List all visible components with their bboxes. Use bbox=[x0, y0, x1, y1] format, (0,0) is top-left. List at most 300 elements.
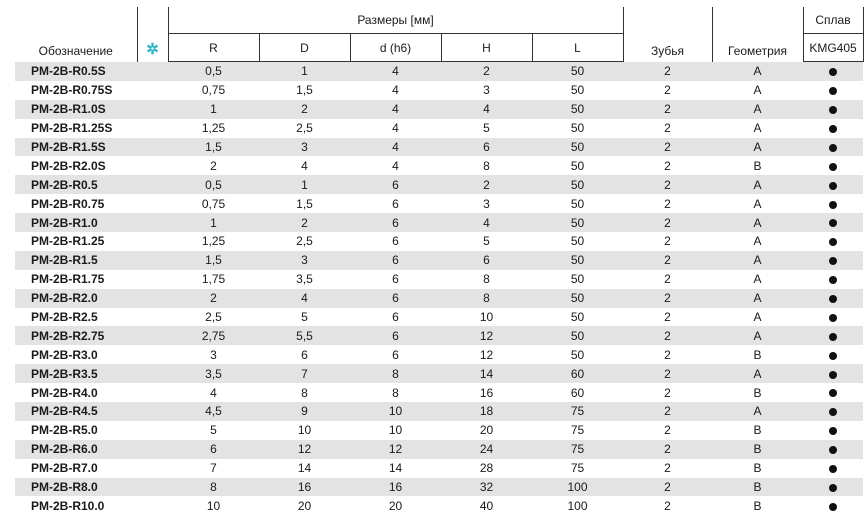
cell-geo: A bbox=[712, 402, 803, 421]
cell-code: PM-2B-R6.0 bbox=[15, 440, 137, 459]
cell-geo: B bbox=[712, 421, 803, 440]
cell-geo: B bbox=[712, 440, 803, 459]
cell-R: 1,25 bbox=[168, 119, 259, 138]
cell-H: 18 bbox=[441, 402, 532, 421]
cell-H: 16 bbox=[441, 383, 532, 402]
cell-L: 75 bbox=[532, 421, 623, 440]
header-geometry: Геометрия bbox=[712, 7, 803, 62]
header-d-h6: d (h6) bbox=[350, 34, 441, 62]
coolant-cell bbox=[137, 270, 168, 289]
cell-H: 8 bbox=[441, 156, 532, 175]
filled-dot-icon bbox=[829, 314, 837, 322]
coolant-cell bbox=[137, 308, 168, 327]
alloy-availability-cell bbox=[803, 81, 863, 100]
cell-code: PM-2B-R3.5 bbox=[15, 364, 137, 383]
cell-D: 2,5 bbox=[259, 119, 350, 138]
alloy-availability-cell bbox=[803, 421, 863, 440]
cell-code: PM-2B-R0.75S bbox=[15, 81, 137, 100]
coolant-cell bbox=[137, 119, 168, 138]
cell-d: 6 bbox=[350, 270, 441, 289]
coolant-cell bbox=[137, 251, 168, 270]
cell-H: 8 bbox=[441, 270, 532, 289]
filled-dot-icon bbox=[829, 144, 837, 152]
coolant-cell bbox=[137, 383, 168, 402]
cell-D: 20 bbox=[259, 496, 350, 515]
cell-R: 2,75 bbox=[168, 326, 259, 345]
cell-H: 32 bbox=[441, 478, 532, 497]
cell-L: 100 bbox=[532, 496, 623, 515]
cell-geo: A bbox=[712, 194, 803, 213]
table-row bbox=[15, 289, 863, 308]
cell-geo: A bbox=[712, 270, 803, 289]
table-row bbox=[15, 194, 863, 213]
cell-H: 20 bbox=[441, 421, 532, 440]
cell-geo: A bbox=[712, 326, 803, 345]
cell-code: PM-2B-R1.5 bbox=[15, 251, 137, 270]
cell-H: 12 bbox=[441, 345, 532, 364]
cell-z: 2 bbox=[623, 402, 712, 421]
cell-R: 0,5 bbox=[168, 62, 259, 81]
coolant-cell bbox=[137, 345, 168, 364]
cell-code: PM-2B-R1.5S bbox=[15, 138, 137, 157]
cell-H: 3 bbox=[441, 81, 532, 100]
cell-R: 2,5 bbox=[168, 308, 259, 327]
cell-d: 6 bbox=[350, 194, 441, 213]
table-row bbox=[15, 270, 863, 289]
cell-d: 4 bbox=[350, 156, 441, 175]
cell-H: 2 bbox=[441, 175, 532, 194]
cell-d: 8 bbox=[350, 364, 441, 383]
cell-code: PM-2B-R2.5 bbox=[15, 308, 137, 327]
filled-dot-icon bbox=[829, 408, 837, 416]
cell-geo: A bbox=[712, 119, 803, 138]
coolant-cell bbox=[137, 364, 168, 383]
cell-d: 14 bbox=[350, 459, 441, 478]
cell-D: 1,5 bbox=[259, 81, 350, 100]
cell-geo: B bbox=[712, 459, 803, 478]
coolant-cell bbox=[137, 194, 168, 213]
cell-geo: A bbox=[712, 232, 803, 251]
alloy-availability-cell bbox=[803, 459, 863, 478]
alloy-availability-cell bbox=[803, 478, 863, 497]
table-row bbox=[15, 383, 863, 402]
cell-geo: B bbox=[712, 478, 803, 497]
coolant-cell bbox=[137, 175, 168, 194]
cell-L: 50 bbox=[532, 326, 623, 345]
cell-z: 2 bbox=[623, 81, 712, 100]
cell-code: PM-2B-R1.25S bbox=[15, 119, 137, 138]
cell-L: 50 bbox=[532, 81, 623, 100]
cell-code: PM-2B-R4.0 bbox=[15, 383, 137, 402]
cell-z: 2 bbox=[623, 478, 712, 497]
cell-D: 10 bbox=[259, 421, 350, 440]
cell-geo: B bbox=[712, 156, 803, 175]
cell-H: 4 bbox=[441, 100, 532, 119]
alloy-availability-cell bbox=[803, 270, 863, 289]
cell-d: 4 bbox=[350, 81, 441, 100]
cell-z: 2 bbox=[623, 326, 712, 345]
filled-dot-icon bbox=[829, 106, 837, 114]
cell-geo: B bbox=[712, 345, 803, 364]
header-alloy: Сплав bbox=[803, 7, 863, 34]
cell-R: 8 bbox=[168, 478, 259, 497]
alloy-availability-cell bbox=[803, 251, 863, 270]
cell-code: PM-2B-R0.5 bbox=[15, 175, 137, 194]
header-L: L bbox=[532, 34, 623, 62]
cell-z: 2 bbox=[623, 364, 712, 383]
cell-R: 0,75 bbox=[168, 194, 259, 213]
filled-dot-icon bbox=[829, 125, 837, 133]
table-row bbox=[15, 326, 863, 345]
cell-R: 1,75 bbox=[168, 270, 259, 289]
alloy-availability-cell bbox=[803, 345, 863, 364]
cell-H: 5 bbox=[441, 119, 532, 138]
cell-d: 4 bbox=[350, 119, 441, 138]
cell-L: 50 bbox=[532, 156, 623, 175]
cell-H: 14 bbox=[441, 364, 532, 383]
cell-H: 24 bbox=[441, 440, 532, 459]
filled-dot-icon bbox=[829, 484, 837, 492]
cell-geo: A bbox=[712, 213, 803, 232]
cell-R: 1,25 bbox=[168, 232, 259, 251]
table-row bbox=[15, 81, 863, 100]
alloy-availability-cell bbox=[803, 364, 863, 383]
table-row bbox=[15, 62, 863, 81]
table-row bbox=[15, 459, 863, 478]
table-row bbox=[15, 421, 863, 440]
cell-geo: B bbox=[712, 383, 803, 402]
cell-geo: A bbox=[712, 251, 803, 270]
cell-L: 75 bbox=[532, 402, 623, 421]
cell-D: 6 bbox=[259, 345, 350, 364]
cell-geo: A bbox=[712, 364, 803, 383]
cell-H: 3 bbox=[441, 194, 532, 213]
cell-code: PM-2B-R0.75 bbox=[15, 194, 137, 213]
coolant-cell bbox=[137, 100, 168, 119]
cell-code: PM-2B-R10.0 bbox=[15, 496, 137, 515]
cell-L: 50 bbox=[532, 194, 623, 213]
filled-dot-icon bbox=[829, 371, 837, 379]
filled-dot-icon bbox=[829, 163, 837, 171]
coolant-cell bbox=[137, 213, 168, 232]
product-table bbox=[15, 7, 864, 515]
cell-D: 4 bbox=[259, 156, 350, 175]
cell-geo: A bbox=[712, 81, 803, 100]
cell-geo: A bbox=[712, 289, 803, 308]
cell-R: 6 bbox=[168, 440, 259, 459]
cell-D: 1 bbox=[259, 62, 350, 81]
cell-d: 8 bbox=[350, 383, 441, 402]
cell-L: 60 bbox=[532, 383, 623, 402]
cell-geo: A bbox=[712, 100, 803, 119]
cell-z: 2 bbox=[623, 100, 712, 119]
coolant-cell bbox=[137, 478, 168, 497]
filled-dot-icon bbox=[829, 352, 837, 360]
cell-code: PM-2B-R0.5S bbox=[15, 62, 137, 81]
cell-d: 16 bbox=[350, 478, 441, 497]
cell-geo: B bbox=[712, 496, 803, 515]
cell-code: PM-2B-R2.0 bbox=[15, 289, 137, 308]
cell-R: 3 bbox=[168, 345, 259, 364]
cell-H: 4 bbox=[441, 213, 532, 232]
table-row bbox=[15, 119, 863, 138]
coolant-cell bbox=[137, 326, 168, 345]
cell-H: 5 bbox=[441, 232, 532, 251]
filled-dot-icon bbox=[829, 333, 837, 341]
cell-code: PM-2B-R1.25 bbox=[15, 232, 137, 251]
cell-d: 6 bbox=[350, 175, 441, 194]
cell-z: 2 bbox=[623, 213, 712, 232]
alloy-availability-cell bbox=[803, 402, 863, 421]
cell-L: 75 bbox=[532, 459, 623, 478]
cell-z: 2 bbox=[623, 232, 712, 251]
cell-d: 6 bbox=[350, 289, 441, 308]
cell-L: 50 bbox=[532, 175, 623, 194]
cell-H: 2 bbox=[441, 62, 532, 81]
cell-code: PM-2B-R3.0 bbox=[15, 345, 137, 364]
coolant-cell bbox=[137, 402, 168, 421]
cell-code: PM-2B-R1.0 bbox=[15, 213, 137, 232]
cell-z: 2 bbox=[623, 345, 712, 364]
cell-R: 1 bbox=[168, 100, 259, 119]
filled-dot-icon bbox=[829, 276, 837, 284]
cell-D: 8 bbox=[259, 383, 350, 402]
alloy-availability-cell bbox=[803, 232, 863, 251]
cell-D: 4 bbox=[259, 289, 350, 308]
table-row bbox=[15, 364, 863, 383]
table-row bbox=[15, 156, 863, 175]
cell-code: PM-2B-R4.5 bbox=[15, 402, 137, 421]
cell-code: PM-2B-R5.0 bbox=[15, 421, 137, 440]
cell-D: 1,5 bbox=[259, 194, 350, 213]
coolant-cell bbox=[137, 459, 168, 478]
cell-L: 50 bbox=[532, 213, 623, 232]
cell-d: 6 bbox=[350, 251, 441, 270]
table-row bbox=[15, 251, 863, 270]
cell-L: 50 bbox=[532, 62, 623, 81]
cell-L: 50 bbox=[532, 270, 623, 289]
cell-L: 100 bbox=[532, 478, 623, 497]
cell-D: 5,5 bbox=[259, 326, 350, 345]
cell-H: 28 bbox=[441, 459, 532, 478]
cell-d: 10 bbox=[350, 402, 441, 421]
alloy-availability-cell bbox=[803, 308, 863, 327]
filled-dot-icon bbox=[829, 201, 837, 209]
alloy-availability-cell bbox=[803, 383, 863, 402]
cell-z: 2 bbox=[623, 421, 712, 440]
cell-d: 4 bbox=[350, 138, 441, 157]
cell-z: 2 bbox=[623, 459, 712, 478]
cell-L: 50 bbox=[532, 289, 623, 308]
cell-L: 50 bbox=[532, 100, 623, 119]
cell-d: 6 bbox=[350, 326, 441, 345]
alloy-availability-cell bbox=[803, 156, 863, 175]
header-R: R bbox=[168, 34, 259, 62]
cell-z: 2 bbox=[623, 270, 712, 289]
cell-H: 12 bbox=[441, 326, 532, 345]
header-D: D bbox=[259, 34, 350, 62]
filled-dot-icon bbox=[829, 446, 837, 454]
cell-D: 1 bbox=[259, 175, 350, 194]
cell-z: 2 bbox=[623, 289, 712, 308]
alloy-availability-cell bbox=[803, 496, 863, 515]
cell-D: 16 bbox=[259, 478, 350, 497]
cell-code: PM-2B-R1.0S bbox=[15, 100, 137, 119]
cell-z: 2 bbox=[623, 119, 712, 138]
table-row bbox=[15, 440, 863, 459]
cell-R: 2 bbox=[168, 289, 259, 308]
cell-R: 1,5 bbox=[168, 251, 259, 270]
cell-z: 2 bbox=[623, 383, 712, 402]
cell-L: 50 bbox=[532, 232, 623, 251]
table-row bbox=[15, 402, 863, 421]
coolant-cell bbox=[137, 232, 168, 251]
alloy-availability-cell bbox=[803, 175, 863, 194]
table-row bbox=[15, 175, 863, 194]
cell-geo: A bbox=[712, 308, 803, 327]
cell-d: 20 bbox=[350, 496, 441, 515]
cell-D: 3,5 bbox=[259, 270, 350, 289]
cell-z: 2 bbox=[623, 251, 712, 270]
cell-L: 50 bbox=[532, 251, 623, 270]
alloy-availability-cell bbox=[803, 326, 863, 345]
cell-H: 8 bbox=[441, 289, 532, 308]
table-row bbox=[15, 478, 863, 497]
header-alloy-grade: KMG405 bbox=[803, 34, 863, 62]
coolant-cell bbox=[137, 289, 168, 308]
cell-d: 6 bbox=[350, 308, 441, 327]
alloy-availability-cell bbox=[803, 194, 863, 213]
cell-z: 2 bbox=[623, 308, 712, 327]
table-row bbox=[15, 308, 863, 327]
cell-z: 2 bbox=[623, 138, 712, 157]
cell-R: 0,5 bbox=[168, 175, 259, 194]
filled-dot-icon bbox=[829, 238, 837, 246]
header-designation: Обозначение bbox=[15, 7, 137, 62]
header-dimensions: Размеры [мм] bbox=[168, 7, 623, 34]
cell-L: 50 bbox=[532, 119, 623, 138]
table-row bbox=[15, 100, 863, 119]
cell-z: 2 bbox=[623, 440, 712, 459]
cell-D: 2,5 bbox=[259, 232, 350, 251]
cell-z: 2 bbox=[623, 496, 712, 515]
cell-d: 4 bbox=[350, 100, 441, 119]
cell-D: 3 bbox=[259, 138, 350, 157]
cell-code: PM-2B-R2.0S bbox=[15, 156, 137, 175]
table-row bbox=[15, 496, 863, 515]
alloy-availability-cell bbox=[803, 213, 863, 232]
cell-H: 10 bbox=[441, 308, 532, 327]
cell-code: PM-2B-R1.75 bbox=[15, 270, 137, 289]
coolant-cell bbox=[137, 496, 168, 515]
filled-dot-icon bbox=[829, 503, 837, 511]
cell-L: 60 bbox=[532, 364, 623, 383]
table-row bbox=[15, 138, 863, 157]
cell-R: 5 bbox=[168, 421, 259, 440]
cell-z: 2 bbox=[623, 194, 712, 213]
filled-dot-icon bbox=[829, 389, 837, 397]
filled-dot-icon bbox=[829, 427, 837, 435]
cell-geo: A bbox=[712, 138, 803, 157]
coolant-cell bbox=[137, 62, 168, 81]
cell-code: PM-2B-R8.0 bbox=[15, 478, 137, 497]
coolant-cell bbox=[137, 440, 168, 459]
cell-R: 3,5 bbox=[168, 364, 259, 383]
cell-D: 5 bbox=[259, 308, 350, 327]
snowflake-icon: ✲ bbox=[146, 40, 159, 58]
table-row bbox=[15, 213, 863, 232]
table-row bbox=[15, 345, 863, 364]
cell-geo: A bbox=[712, 62, 803, 81]
cell-R: 2 bbox=[168, 156, 259, 175]
cell-R: 4 bbox=[168, 383, 259, 402]
cell-d: 6 bbox=[350, 232, 441, 251]
cell-H: 40 bbox=[441, 496, 532, 515]
alloy-availability-cell bbox=[803, 138, 863, 157]
header-coolant bbox=[137, 7, 168, 62]
cell-z: 2 bbox=[623, 175, 712, 194]
cell-z: 2 bbox=[623, 156, 712, 175]
coolant-cell bbox=[137, 421, 168, 440]
cell-d: 6 bbox=[350, 345, 441, 364]
alloy-availability-cell bbox=[803, 440, 863, 459]
filled-dot-icon bbox=[829, 68, 837, 76]
header-H: H bbox=[441, 34, 532, 62]
cell-d: 6 bbox=[350, 213, 441, 232]
cell-L: 75 bbox=[532, 440, 623, 459]
cell-code: PM-2B-R2.75 bbox=[15, 326, 137, 345]
filled-dot-icon bbox=[829, 87, 837, 95]
cell-D: 2 bbox=[259, 100, 350, 119]
cell-R: 0,75 bbox=[168, 81, 259, 100]
cell-d: 12 bbox=[350, 440, 441, 459]
cell-d: 10 bbox=[350, 421, 441, 440]
alloy-availability-cell bbox=[803, 62, 863, 81]
filled-dot-icon bbox=[829, 182, 837, 190]
table-row bbox=[15, 232, 863, 251]
coolant-cell bbox=[137, 81, 168, 100]
cell-L: 50 bbox=[532, 138, 623, 157]
alloy-availability-cell bbox=[803, 119, 863, 138]
cell-geo: A bbox=[712, 175, 803, 194]
coolant-cell bbox=[137, 138, 168, 157]
filled-dot-icon bbox=[829, 219, 837, 227]
alloy-availability-cell bbox=[803, 289, 863, 308]
cell-L: 50 bbox=[532, 345, 623, 364]
cell-z: 2 bbox=[623, 62, 712, 81]
cell-D: 14 bbox=[259, 459, 350, 478]
cell-R: 10 bbox=[168, 496, 259, 515]
cell-D: 9 bbox=[259, 402, 350, 421]
coolant-cell bbox=[137, 156, 168, 175]
filled-dot-icon bbox=[829, 295, 837, 303]
header-teeth: Зубья bbox=[623, 7, 712, 62]
cell-code: PM-2B-R7.0 bbox=[15, 459, 137, 478]
cell-R: 4,5 bbox=[168, 402, 259, 421]
cell-D: 7 bbox=[259, 364, 350, 383]
cell-R: 7 bbox=[168, 459, 259, 478]
cell-H: 6 bbox=[441, 251, 532, 270]
cell-R: 1 bbox=[168, 213, 259, 232]
cell-L: 50 bbox=[532, 308, 623, 327]
filled-dot-icon bbox=[829, 257, 837, 265]
cell-D: 12 bbox=[259, 440, 350, 459]
cell-D: 2 bbox=[259, 213, 350, 232]
cell-R: 1,5 bbox=[168, 138, 259, 157]
cell-D: 3 bbox=[259, 251, 350, 270]
alloy-availability-cell bbox=[803, 100, 863, 119]
cell-H: 6 bbox=[441, 138, 532, 157]
